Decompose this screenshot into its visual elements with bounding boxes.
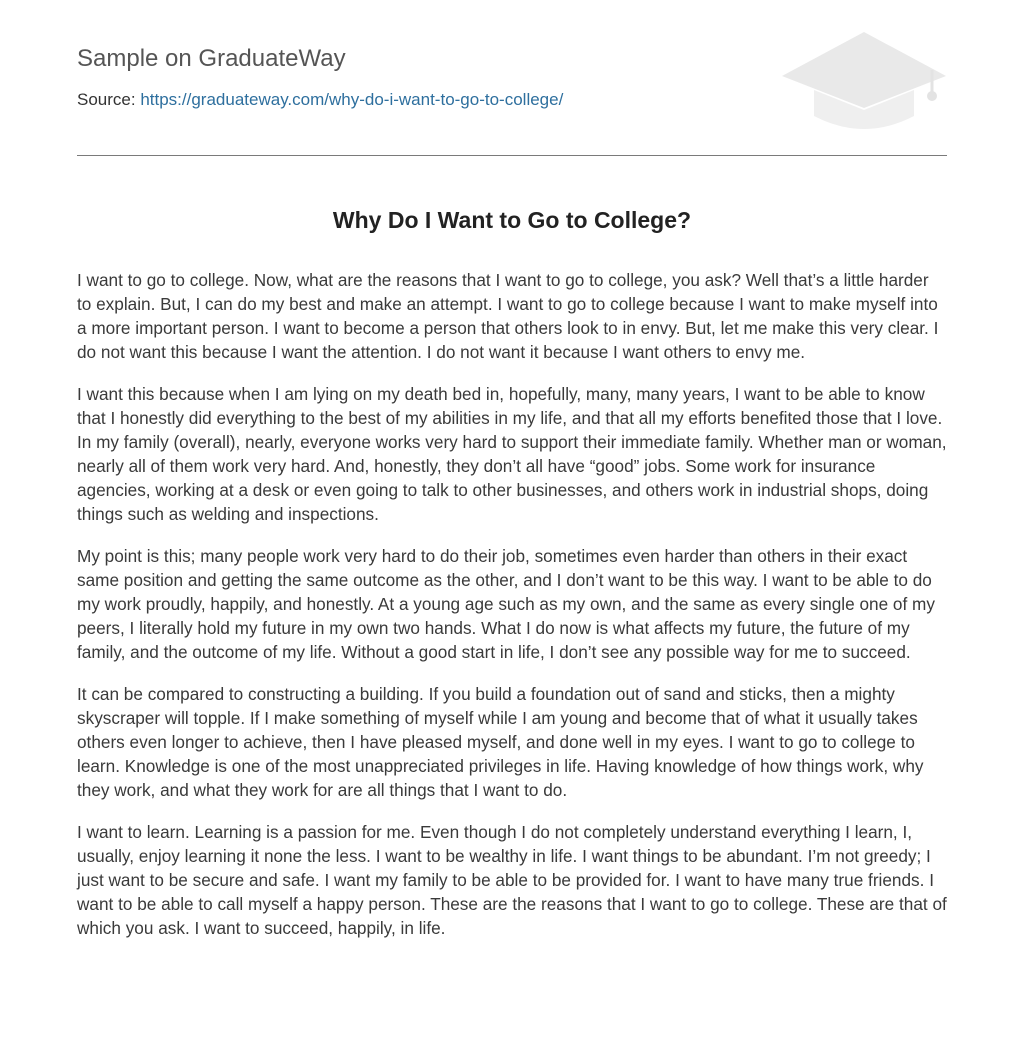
paragraph: I want this because when I am lying on my death bed in, hopefully, many, many years, I want to be able to know that I honestly did everything to the best of my abilities in my life, and that all my efforts benefited those that I love. In my family (overall), nearly, everyone works very hard to support their immediate family. Whether man or woman, nearly all of them work very hard. And, honestly, they don’t all have “good” jobs. Some work for insurance agencies, working at a desk or even going to talk to other businesses, and others work in industrial shops, doing things such as welding and inspections. <box>77 384 947 524</box>
paragraph: My point is this; many people work very hard to do their job, sometimes even harder than others in their exact same position and getting the same outcome as the other, and I don’t want to be this way. I want to be able to do my work proudly, happily, and honestly. At a young age such as my own, and the same as every single one of my peers, I literally hold my future in my own two hands. What I do now is what affects my future, the future of my family, and the outcome of my life. Without a good start in life, I don’t see any possible way for me to succeed. <box>77 546 935 662</box>
article-body <box>77 268 947 958</box>
paragraph: I want to go to college. Now, what are the reasons that I want to go to college, you ask? Well that’s a little harder to explain. But, I can do my best and make an attempt. I want to go to college because I want to make myself into a more important person. I want to become a person that others look to in envy. But, let me make this very clear. I do not want this because I want the attention. I do not want it because I want others to envy me. <box>77 270 939 362</box>
page-header <box>77 0 947 156</box>
paragraph: I want to learn. Learning is a passion for me. Even though I do not completely understand everything I learn, I, usually, enjoy learning it none the less. I want to be wealthy in life. I want things to be abundant. I’m not greedy; I just want to be secure and safe. I want my family to be able to be provided for. I want to have many true friends. I want to be able to call myself a happy person. These are the reasons that I want to go to college. These are that of which you ask. I want to succeed, happily, in life. <box>77 822 947 938</box>
source-line <box>77 89 563 111</box>
article-title: Why Do I Want to Go to College? <box>332 207 692 233</box>
source-label: Source: <box>77 90 136 109</box>
header-divider <box>77 155 947 156</box>
graduation-cap-icon <box>780 30 948 134</box>
brand-title: Sample on GraduateWay <box>77 45 346 72</box>
paragraph: It can be compared to constructing a building. If you build a foundation out of sand and sticks, then a mighty skyscraper will topple. If I make something of myself while I am young and become that of what it usually takes others even longer to achieve, then I have pleased myself, and done well in my eyes. I want to go to college to learn. Knowledge is one of the most unappreciated privileges in life. Having knowledge of how things work, why they work, and what they work for are all things that I want to do. <box>77 684 924 800</box>
source-link[interactable]: https://graduateway.com/why-do-i-want-to-go-to-college/ <box>140 90 564 109</box>
